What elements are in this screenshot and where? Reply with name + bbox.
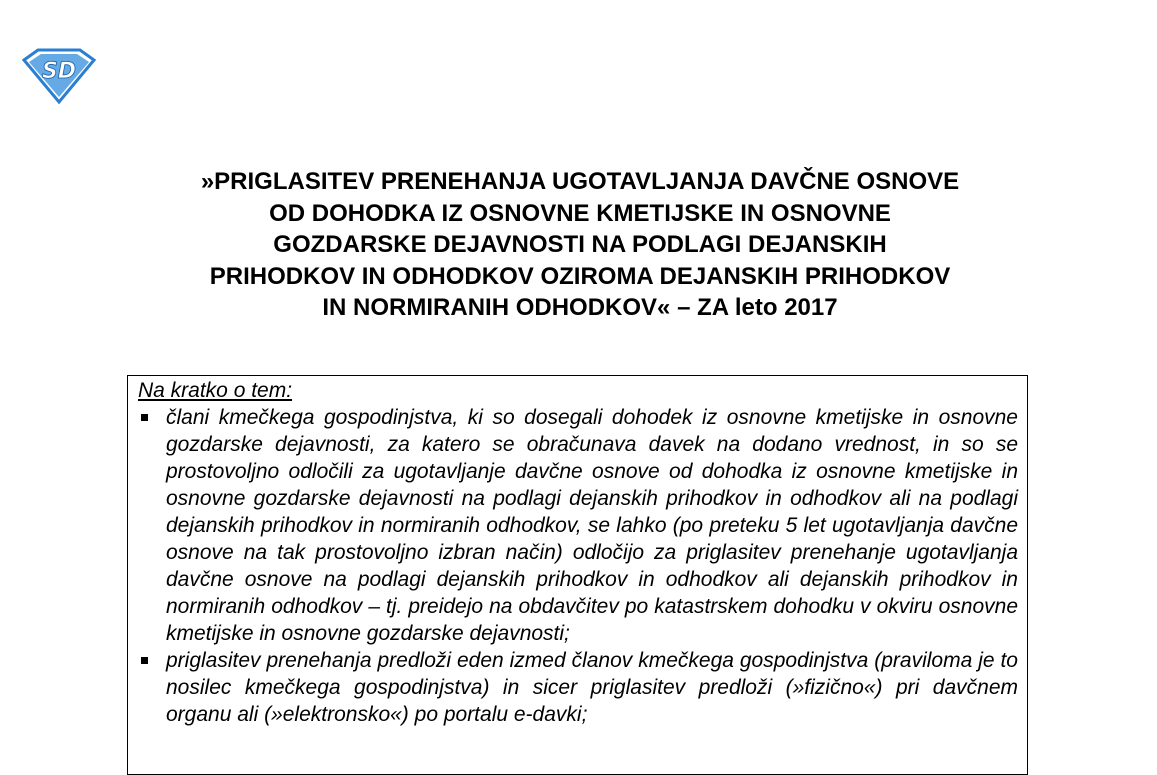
title-line: PRIHODKOV IN ODHODKOV OZIROMA DEJANSKIH PRIHODKOV — [209, 262, 951, 290]
square-bullet-icon — [141, 414, 148, 421]
summary-heading: Na kratko o tem: — [138, 379, 293, 402]
square-bullet-icon — [141, 657, 148, 664]
list-item-text: člani kmečkega gospodinjstva, ki so dosegali dohodek iz osnovne kmetijske in osnovne gozdarske dejavnosti, za katero se obračunava davek na dodano vrednost, in so se prostovoljno odločili za ugotavljanje davčne osnove od dohodka iz osnovne kmetijske in osnovne gozdarske dejavnosti na podlagi dejanskih prihodkov in odhodkov ali na podlagi dejanskih prihodkov in normiranih odhodkov, se lahko (po preteku 5 let ugotavljanja davčne osnove na tak prostovoljno izbran način) odločijo za priglasitev prenehanje ugotavljanja davčne osnove na podlagi dejanskih prihodkov in odhodkov ali dejanskih prihodkov in normiranih odhodkov – tj. preidejo na obdavčitev po katastrskem dohodku v okviru osnovne kmetijske in osnovne gozdarske dejavnosti; — [166, 406, 1018, 645]
list-item-text: priglasitev prenehanja predloži eden izmed članov kmečkega gospodinjstva (praviloma je to nosilec kmečkega gospodinjstva) in sicer priglasitev predloži (»fizično«) pri davčnem organu ali (»elektronsko«) po portalu e-davki; — [166, 649, 1018, 726]
list-item — [138, 647, 1018, 728]
title-line: »PRIGLASITEV PRENEHANJA UGOTAVLJANJA DAVČNE OSNOVE — [200, 168, 960, 195]
title-line: OD DOHODKA IZ OSNOVNE KMETIJSKE IN OSNOVNE — [269, 199, 891, 227]
title-line: IN NORMIRANIH ODHODKOV« – ZA leto 2017 — [322, 294, 838, 321]
shield-logo-icon — [22, 48, 96, 104]
summary-box — [127, 375, 1028, 775]
summary-bullet-list — [138, 404, 1018, 728]
logo-text: SD — [41, 59, 77, 84]
title-line: GOZDARSKE DEJAVNOSTI NA PODLAGI DEJANSKIH — [273, 231, 887, 258]
list-item — [138, 404, 1018, 647]
document-title — [140, 166, 1020, 324]
